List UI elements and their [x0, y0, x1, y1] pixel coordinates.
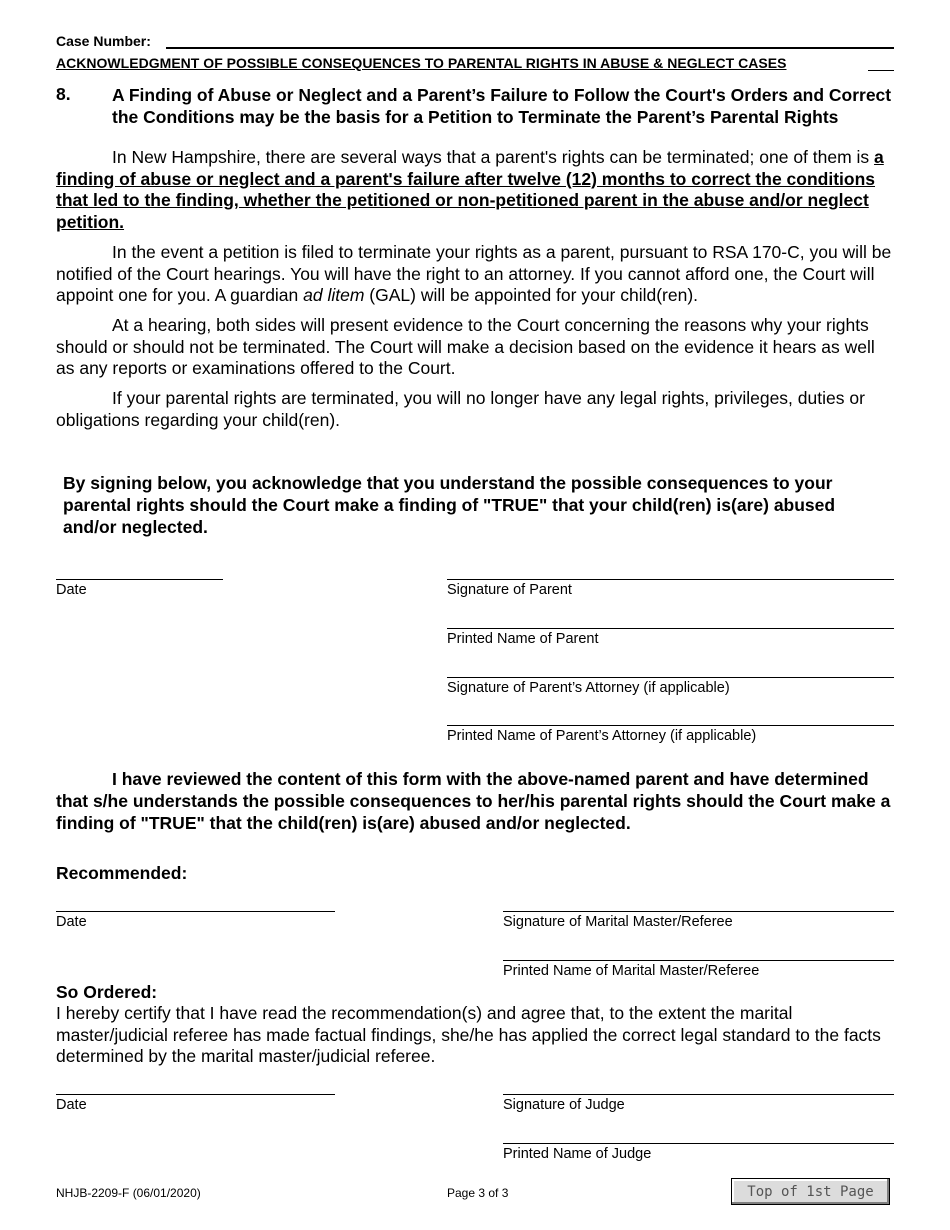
- paragraph-termination-ways: [56, 147, 896, 233]
- section-number: 8.: [56, 84, 71, 104]
- ad-litem-text: ad litem: [303, 285, 365, 305]
- title-underline-extension: [868, 70, 894, 71]
- judge-signature-line[interactable]: [503, 1094, 894, 1095]
- case-number-field[interactable]: [166, 47, 894, 49]
- paragraph-petition: [56, 242, 896, 307]
- parent-date-label: Date: [56, 582, 87, 598]
- form-id: NHJB-2209-F (06/01/2020): [56, 1186, 201, 1200]
- so-ordered-title: So Ordered:: [56, 982, 158, 1002]
- parent-signature-line[interactable]: [447, 579, 894, 580]
- top-of-first-page-button[interactable]: Top of 1st Page: [731, 1178, 890, 1205]
- attorney-signature-line[interactable]: [447, 677, 894, 678]
- certification-text: I hereby certify that I have read the recommendation(s) and agree that, to the extent the marital master/judicial referee has made factual findings, she/he has applied the correct legal standard to the facts determined by the marital master/judicial referee.: [56, 1003, 881, 1066]
- form-title: ACKNOWLEDGMENT OF POSSIBLE CONSEQUENCES TO PARENTAL RIGHTS IN ABUSE & NEGLECT CASES: [56, 55, 787, 71]
- recommended-date-label: Date: [56, 914, 87, 930]
- recommended-date-line[interactable]: [56, 911, 335, 912]
- judge-printed-name-line[interactable]: [503, 1143, 894, 1144]
- page-number: Page 3 of 3: [447, 1186, 509, 1200]
- parent-date-line[interactable]: [56, 579, 223, 580]
- review-text: I have reviewed the content of this form with the above-named parent and have determined that s/he understands the possible consequences to her/his parental rights should the Court make a finding of "TRUE" that the child(ren) is(are) abused and/or neglected.: [56, 769, 891, 833]
- judge-date-label: Date: [56, 1097, 87, 1113]
- attorney-signature-label: Signature of Parent’s Attorney (if applicable): [447, 680, 730, 696]
- petition-text-b: (GAL) will be appointed for your child(ren).: [364, 285, 699, 305]
- acknowledgment-statement: By signing below, you acknowledge that you understand the possible consequences to your parental rights should the Court make a finding of "TRUE" that your child(ren) is(are) abused and/or neglected.: [63, 473, 836, 537]
- petition-text-a: In the event a petition is filed to terminate your rights as a parent, pursuant to RSA 170-C, you will be notified of the Court hearings. You will have the right to an attorney. If you cannot afford one, the Court will appoint one for you. A guardian: [56, 242, 892, 305]
- paragraph-terminated: [56, 388, 896, 431]
- parent-printed-name-line[interactable]: [447, 628, 894, 629]
- terminated-text: If your parental rights are terminated, you will no longer have any legal rights, privileges, duties or obligations regarding your child(ren).: [56, 388, 865, 430]
- parent-printed-name-label: Printed Name of Parent: [447, 631, 599, 647]
- paragraph-hearing: [56, 315, 896, 380]
- master-signature-line[interactable]: [503, 911, 894, 912]
- judge-date-line[interactable]: [56, 1094, 335, 1095]
- recommended-title: Recommended:: [56, 863, 188, 883]
- attorney-printed-name-line[interactable]: [447, 725, 894, 726]
- master-printed-name-label: Printed Name of Marital Master/Referee: [503, 963, 760, 979]
- judge-printed-name-label: Printed Name of Judge: [503, 1146, 652, 1162]
- judge-signature-label: Signature of Judge: [503, 1097, 625, 1113]
- paragraph-intro-text: In New Hampshire, there are several ways that a parent's rights can be terminated; one of them is: [112, 147, 875, 167]
- parent-signature-label: Signature of Parent: [447, 582, 572, 598]
- section-heading: A Finding of Abuse or Neglect and a Parent’s Failure to Follow the Court's Orders and Correct the Conditions may be the basis for a Petition to Terminate the Parent’s Parental Rights: [112, 85, 892, 127]
- hearing-text: At a hearing, both sides will present evidence to the Court concerning the reasons why your rights should or should not be terminated. The Court will make a decision based on the evidence it hears as well as any reports or examinations offered to the Court.: [56, 315, 875, 378]
- case-number-label: Case Number:: [56, 33, 151, 49]
- paragraph-emphasis-text: a finding of abuse or neglect and a parent's failure after twelve (12) months to correct the conditions that led to the finding, whether the petitioned or non-petitioned parent in the abuse and/or neglect petition.: [56, 147, 884, 232]
- attorney-printed-name-label: Printed Name of Parent’s Attorney (if applicable): [447, 728, 757, 744]
- review-statement: [56, 768, 901, 834]
- master-signature-label: Signature of Marital Master/Referee: [503, 914, 733, 930]
- master-printed-name-line[interactable]: [503, 960, 894, 961]
